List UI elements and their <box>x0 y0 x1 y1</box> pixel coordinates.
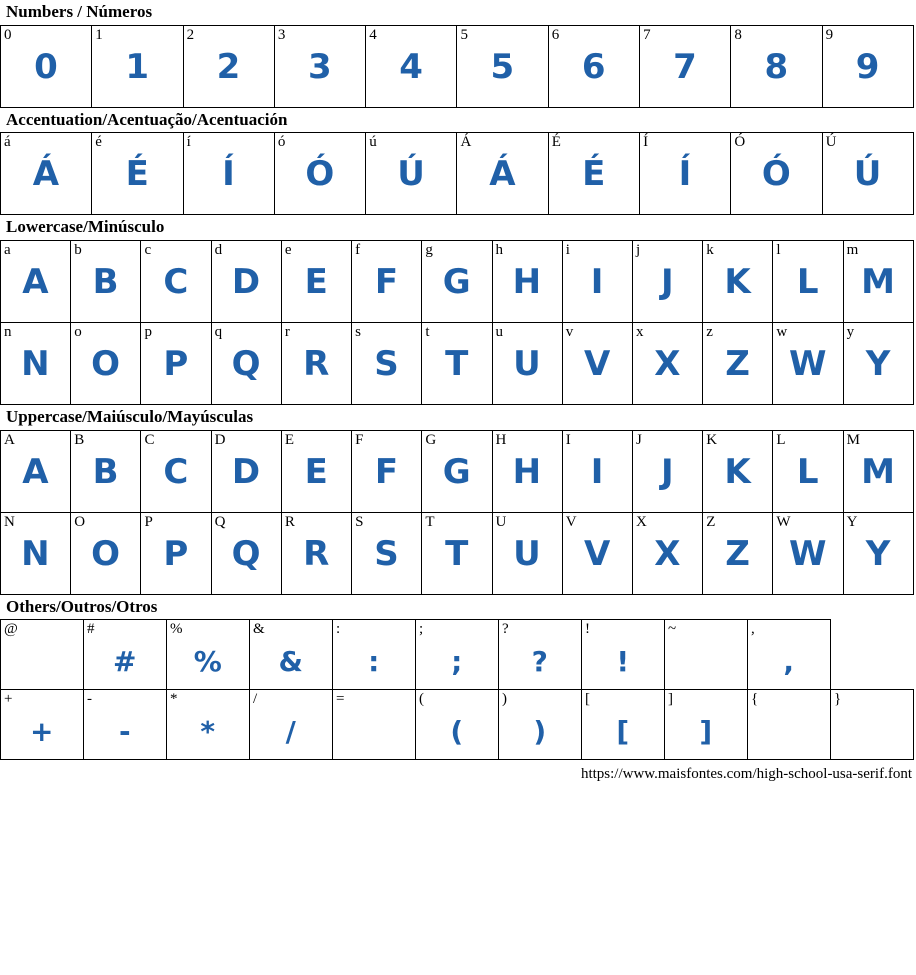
table-row <box>1 241 914 323</box>
glyph-cell[interactable] <box>665 690 748 760</box>
glyph-cell[interactable] <box>71 430 141 512</box>
glyph-cell[interactable] <box>416 620 499 690</box>
glyph-sample: C <box>163 451 189 492</box>
glyph-label: * <box>170 691 178 708</box>
glyph-label: { <box>751 691 759 708</box>
glyph-sample: K <box>724 262 752 303</box>
glyph-sample: Ú <box>397 154 426 195</box>
glyph-sample: ( <box>450 715 464 749</box>
glyph-label: i <box>565 242 570 259</box>
glyph-label: d <box>214 242 223 259</box>
glyph-sample: 0 <box>34 46 59 87</box>
glyph-sample: Y <box>865 344 891 385</box>
glyph-cell[interactable] <box>1 323 71 405</box>
glyph-label: V <box>565 513 577 530</box>
glyph-label: H <box>495 431 507 448</box>
glyph-cell[interactable] <box>499 620 582 690</box>
glyph-label: E <box>284 431 295 448</box>
glyph-sample: W <box>789 344 828 385</box>
glyph-label: í <box>186 134 191 151</box>
glyph-sample: B <box>92 451 120 492</box>
glyph-cell[interactable] <box>1 430 71 512</box>
glyph-cell[interactable] <box>92 25 183 107</box>
glyph-cell[interactable] <box>665 620 748 690</box>
glyph-cell[interactable] <box>352 241 422 323</box>
glyph-cell[interactable] <box>352 512 422 594</box>
glyph-sample: É <box>125 154 150 195</box>
table-row <box>1 430 914 512</box>
glyph-sample: Z <box>725 533 751 574</box>
glyph-cell[interactable] <box>1 620 84 690</box>
glyph-sample: A <box>22 262 50 303</box>
glyph-cell[interactable] <box>422 241 492 323</box>
glyph-label: ! <box>585 621 590 638</box>
glyph-cell-empty <box>831 620 914 690</box>
glyph-cell[interactable] <box>773 323 843 405</box>
glyph-cell[interactable] <box>562 430 632 512</box>
glyph-label: Í <box>643 134 649 151</box>
glyph-cell[interactable] <box>211 323 281 405</box>
glyph-cell[interactable] <box>274 25 365 107</box>
glyph-sample: Á <box>32 154 60 195</box>
glyph-cell[interactable] <box>281 430 351 512</box>
glyph-sample: ? <box>531 645 549 679</box>
glyph-sample: N <box>21 533 51 574</box>
glyph-sample: D <box>231 451 261 492</box>
glyph-cell[interactable] <box>773 241 843 323</box>
glyph-cell[interactable] <box>457 133 548 215</box>
glyph-label: 0 <box>4 26 12 43</box>
glyph-cell[interactable] <box>731 133 822 215</box>
glyph-cell[interactable] <box>352 430 422 512</box>
glyph-sample: E <box>304 262 329 303</box>
glyph-cell[interactable] <box>822 133 913 215</box>
glyph-cell[interactable] <box>71 512 141 594</box>
glyph-label: 7 <box>643 26 651 43</box>
glyph-label: & <box>253 621 265 638</box>
glyph-sample: % <box>193 645 223 679</box>
glyph-cell[interactable] <box>831 690 914 760</box>
glyph-label: É <box>551 134 561 151</box>
glyph-sample: ! <box>616 645 630 679</box>
glyph-cell[interactable] <box>71 241 141 323</box>
glyph-label: u <box>495 324 504 341</box>
glyph-label: 4 <box>369 26 377 43</box>
glyph-cell[interactable] <box>492 430 562 512</box>
glyph-label: c <box>144 242 152 259</box>
glyph-label: y <box>846 324 855 341</box>
glyph-label: I <box>565 431 571 448</box>
glyph-sample: T <box>445 344 469 385</box>
glyph-label: t <box>425 324 430 341</box>
glyph-sample: É <box>582 154 606 195</box>
table-row <box>1 25 914 107</box>
glyph-label: } <box>834 691 842 708</box>
glyph-sample: G <box>442 262 472 303</box>
glyph-sample: * <box>200 715 216 749</box>
glyph-label: r <box>284 324 290 341</box>
glyph-label: é <box>95 134 102 151</box>
glyph-table-accentuation <box>0 132 914 215</box>
glyph-sample: & <box>278 645 304 679</box>
glyph-cell[interactable] <box>843 430 913 512</box>
glyph-sample: L <box>796 451 820 492</box>
glyph-cell[interactable] <box>281 241 351 323</box>
glyph-cell[interactable] <box>71 323 141 405</box>
glyph-sample: D <box>231 262 261 303</box>
glyph-cell[interactable] <box>562 323 632 405</box>
glyph-label: 9 <box>825 26 834 43</box>
glyph-label: 8 <box>734 26 742 43</box>
glyph-sample: B <box>92 262 120 303</box>
glyph-sample: M <box>861 262 896 303</box>
glyph-sample: J <box>661 262 675 303</box>
glyph-sample: H <box>512 262 542 303</box>
glyph-sample: P <box>163 533 189 574</box>
glyph-sample <box>831 708 913 718</box>
glyph-sample: / <box>285 715 297 749</box>
glyph-cell[interactable] <box>281 323 351 405</box>
glyph-cell[interactable] <box>562 512 632 594</box>
glyph-label: f <box>355 242 361 259</box>
glyph-cell[interactable] <box>333 690 416 760</box>
glyph-label: @ <box>4 621 18 638</box>
table-row <box>1 133 914 215</box>
glyph-cell[interactable] <box>167 690 250 760</box>
glyph-sample: 9 <box>855 46 880 87</box>
glyph-label: k <box>706 242 714 259</box>
glyph-cell[interactable] <box>281 512 351 594</box>
glyph-cell[interactable] <box>366 25 457 107</box>
glyph-sample: Z <box>725 344 751 385</box>
glyph-sample: J <box>661 451 675 492</box>
glyph-label: 1 <box>95 26 103 43</box>
glyph-label: L <box>776 431 786 448</box>
glyph-label: ) <box>502 691 507 708</box>
glyph-cell[interactable] <box>703 430 773 512</box>
glyph-sample: O <box>91 344 121 385</box>
glyph-cell[interactable] <box>582 620 665 690</box>
glyph-sample: 8 <box>764 46 789 87</box>
glyph-cell[interactable] <box>352 323 422 405</box>
glyph-sample: , <box>783 645 795 679</box>
glyph-sample: Á <box>489 154 517 195</box>
glyph-sample: 6 <box>581 46 607 87</box>
glyph-label: : <box>336 621 341 638</box>
glyph-cell[interactable] <box>250 690 333 760</box>
glyph-sample: G <box>442 451 472 492</box>
glyph-table-others <box>0 619 914 760</box>
glyph-sample: I <box>590 451 604 492</box>
glyph-sample: L <box>796 262 820 303</box>
glyph-sample <box>1 638 83 648</box>
glyph-sample <box>333 708 415 718</box>
glyph-sample: 5 <box>490 46 515 87</box>
glyph-sample: E <box>304 451 329 492</box>
glyph-cell[interactable] <box>548 25 639 107</box>
glyph-sample: V <box>583 533 611 574</box>
glyph-sample: W <box>789 533 828 574</box>
glyph-sample: Y <box>865 533 891 574</box>
glyph-sample: H <box>512 451 542 492</box>
glyph-sample: Q <box>231 533 261 574</box>
glyph-label: P <box>144 513 153 530</box>
glyph-sample: R <box>303 533 330 574</box>
glyph-sample: Q <box>231 344 261 385</box>
section-title-uppercase: Uppercase/Maiúsculo/Mayúsculas <box>6 407 254 427</box>
table-row <box>1 620 914 690</box>
glyph-sample: Í <box>678 154 692 195</box>
glyph-cell[interactable] <box>548 133 639 215</box>
glyph-cell[interactable] <box>492 323 562 405</box>
glyph-label: w <box>776 324 788 341</box>
glyph-cell[interactable] <box>211 512 281 594</box>
glyph-label: s <box>355 324 361 341</box>
glyph-label: % <box>170 621 183 638</box>
glyph-sample: P <box>163 344 189 385</box>
glyph-label: Á <box>460 134 472 151</box>
glyph-sample: F <box>374 262 399 303</box>
glyph-sample: - <box>118 715 132 749</box>
glyph-cell[interactable] <box>183 25 274 107</box>
glyph-label: , <box>751 621 755 638</box>
glyph-label: b <box>74 242 82 259</box>
glyph-cell[interactable] <box>632 241 702 323</box>
glyph-table-numbers <box>0 25 914 108</box>
glyph-sample: O <box>91 533 121 574</box>
glyph-label: R <box>284 513 295 530</box>
glyph-sample: 7 <box>673 46 698 87</box>
glyph-label: ? <box>502 621 509 638</box>
glyph-cell[interactable] <box>843 323 913 405</box>
glyph-cell[interactable] <box>457 25 548 107</box>
glyph-label: x <box>635 324 644 341</box>
glyph-label: 2 <box>186 26 195 43</box>
glyph-label: - <box>87 691 92 708</box>
glyph-sample: R <box>303 344 330 385</box>
glyph-sample: Í <box>222 154 236 195</box>
glyph-cell[interactable] <box>773 512 843 594</box>
source-url[interactable]: https://www.maisfontes.com/high-school-usa-serif.font <box>580 766 912 783</box>
glyph-label: m <box>846 242 859 259</box>
glyph-sample: X <box>654 344 681 385</box>
glyph-cell[interactable] <box>84 690 167 760</box>
glyph-sample: A <box>22 451 50 492</box>
glyph-label: # <box>87 621 95 638</box>
glyph-cell[interactable] <box>1 25 92 107</box>
glyph-cell[interactable] <box>822 25 913 107</box>
glyph-cell[interactable] <box>731 25 822 107</box>
glyph-sample: M <box>861 451 896 492</box>
table-row <box>1 512 914 594</box>
glyph-cell[interactable] <box>422 512 492 594</box>
glyph-label: B <box>74 431 85 448</box>
glyph-label: á <box>4 134 11 151</box>
glyph-table-uppercase <box>0 430 914 595</box>
glyph-cell[interactable] <box>274 133 365 215</box>
glyph-sample: Ó <box>305 154 335 195</box>
glyph-cell[interactable] <box>632 512 702 594</box>
glyph-sample: [ <box>616 715 630 749</box>
glyph-label: = <box>336 691 345 708</box>
glyph-label: ~ <box>668 621 677 638</box>
glyph-label: o <box>74 324 82 341</box>
glyph-cell[interactable] <box>562 241 632 323</box>
glyph-cell[interactable] <box>1 133 92 215</box>
glyph-label: S <box>355 513 364 530</box>
glyph-cell[interactable] <box>1 241 71 323</box>
glyph-cell[interactable] <box>141 430 211 512</box>
glyph-cell[interactable] <box>748 620 831 690</box>
glyph-label: v <box>565 324 574 341</box>
glyph-label: J <box>635 431 642 448</box>
glyph-cell[interactable] <box>499 690 582 760</box>
glyph-label: h <box>495 242 504 259</box>
glyph-sample: F <box>374 451 399 492</box>
table-row <box>1 323 914 405</box>
glyph-cell[interactable] <box>748 690 831 760</box>
glyph-label: n <box>4 324 12 341</box>
glyph-cell[interactable] <box>422 430 492 512</box>
glyph-label: D <box>214 431 226 448</box>
section-title-others: Others/Outros/Otros <box>6 596 158 616</box>
glyph-sample <box>665 638 747 648</box>
glyph-label: U <box>495 513 507 530</box>
glyph-label: X <box>635 513 647 530</box>
glyph-sample: 1 <box>125 46 150 87</box>
glyph-sample: C <box>163 262 189 303</box>
glyph-label: 6 <box>551 26 560 43</box>
glyph-cell[interactable] <box>703 323 773 405</box>
glyph-sample: X <box>654 533 681 574</box>
glyph-cell[interactable] <box>141 323 211 405</box>
glyph-label: p <box>144 324 152 341</box>
glyph-cell[interactable] <box>582 690 665 760</box>
section-title-lowercase: Lowercase/Minúsculo <box>6 217 165 237</box>
glyph-cell[interactable] <box>366 133 457 215</box>
section-title-numbers: Numbers / Números <box>6 2 153 21</box>
glyph-cell[interactable] <box>92 133 183 215</box>
glyph-cell[interactable] <box>632 430 702 512</box>
glyph-label: Ó <box>734 134 746 151</box>
glyph-cell[interactable] <box>640 25 731 107</box>
glyph-label: Z <box>706 513 716 530</box>
glyph-cell[interactable] <box>211 241 281 323</box>
glyph-sample: + <box>30 715 54 749</box>
glyph-label: Q <box>214 513 226 530</box>
glyph-label: j <box>635 242 641 259</box>
glyph-cell[interactable] <box>141 512 211 594</box>
glyph-sample: 2 <box>216 46 241 87</box>
glyph-cell[interactable] <box>167 620 250 690</box>
glyph-cell[interactable] <box>492 241 562 323</box>
glyph-cell[interactable] <box>632 323 702 405</box>
glyph-cell[interactable] <box>843 512 913 594</box>
glyph-label: [ <box>585 691 590 708</box>
glyph-cell[interactable] <box>703 512 773 594</box>
glyph-sample: ] <box>699 715 713 749</box>
glyph-cell[interactable] <box>416 690 499 760</box>
glyph-sample: ) <box>533 715 547 749</box>
glyph-cell[interactable] <box>422 323 492 405</box>
glyph-sample: : <box>368 645 380 679</box>
section-title-accentuation: Accentuation/Acentuação/Acentuación <box>6 109 288 129</box>
glyph-cell[interactable] <box>84 620 167 690</box>
glyph-cell[interactable] <box>492 512 562 594</box>
glyph-sample: S <box>374 533 400 574</box>
glyph-sample: V <box>583 344 611 385</box>
glyph-cell[interactable] <box>843 241 913 323</box>
glyph-sample: S <box>374 344 400 385</box>
glyph-table-lowercase <box>0 240 914 405</box>
glyph-label: z <box>706 324 713 341</box>
glyph-label: W <box>776 513 791 530</box>
glyph-sample: I <box>590 262 604 303</box>
glyph-label: + <box>4 691 13 708</box>
glyph-cell[interactable] <box>183 133 274 215</box>
glyph-sample: Ó <box>761 154 792 195</box>
glyph-label: 5 <box>460 26 468 43</box>
glyph-label: / <box>253 691 258 708</box>
glyph-cell[interactable] <box>1 690 84 760</box>
glyph-label: g <box>425 242 433 259</box>
glyph-sample: U <box>513 533 542 574</box>
table-row <box>1 690 914 760</box>
glyph-label: ó <box>277 134 286 151</box>
glyph-cell[interactable] <box>703 241 773 323</box>
glyph-cell[interactable] <box>141 241 211 323</box>
glyph-sample: K <box>724 451 752 492</box>
glyph-label: A <box>4 431 15 448</box>
glyph-label: Y <box>846 513 858 530</box>
glyph-sample: ; <box>451 645 463 679</box>
glyph-sample: 4 <box>399 46 424 87</box>
glyph-label: a <box>4 242 11 259</box>
glyph-label: O <box>74 513 86 530</box>
glyph-label: ( <box>419 691 424 708</box>
glyph-cell[interactable] <box>211 430 281 512</box>
glyph-label: q <box>214 324 223 341</box>
glyph-label: N <box>4 513 15 530</box>
glyph-label: ] <box>668 691 673 708</box>
glyph-cell[interactable] <box>640 133 731 215</box>
glyph-label: M <box>846 431 860 448</box>
glyph-sample: U <box>513 344 542 385</box>
glyph-label: e <box>284 242 292 259</box>
glyph-label: F <box>355 431 364 448</box>
glyph-label: ; <box>419 621 424 638</box>
glyph-label: 3 <box>277 26 286 43</box>
glyph-sample: Ú <box>853 154 882 195</box>
glyph-sample: 3 <box>307 46 333 87</box>
glyph-cell[interactable] <box>250 620 333 690</box>
glyph-cell[interactable] <box>773 430 843 512</box>
glyph-label: G <box>425 431 437 448</box>
glyph-sample: N <box>21 344 51 385</box>
glyph-label: Ú <box>825 134 837 151</box>
glyph-label: K <box>706 431 718 448</box>
glyph-cell[interactable] <box>333 620 416 690</box>
glyph-label: C <box>144 431 155 448</box>
glyph-sample <box>748 708 830 718</box>
glyph-label: l <box>776 242 781 259</box>
glyph-sample: # <box>113 645 137 679</box>
glyph-sample: T <box>445 533 469 574</box>
glyph-cell[interactable] <box>1 512 71 594</box>
glyph-label: T <box>425 513 435 530</box>
glyph-label: ú <box>369 134 377 151</box>
